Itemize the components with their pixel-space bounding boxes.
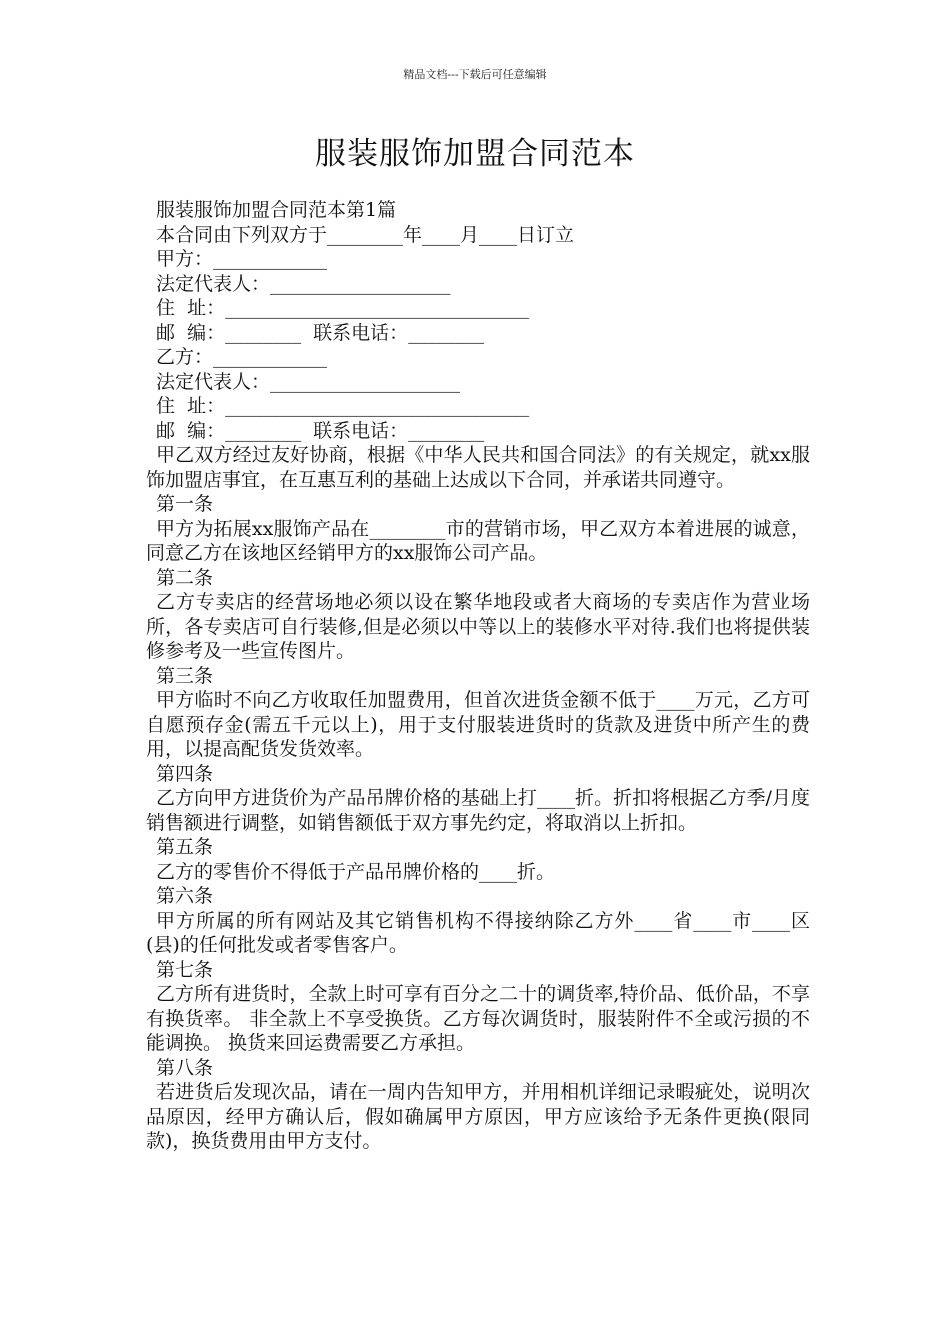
article-paragraph: 乙方向甲方进货价为产品吊牌价格的基础上打____折。折扣将根据乙方季/月度销售额进行调整，如销售额低于双方事先约定，将取消以上折扣。 bbox=[146, 787, 810, 834]
document-body bbox=[146, 198, 810, 1154]
article-heading: 第五条 bbox=[156, 836, 214, 858]
article-heading: 第七条 bbox=[156, 958, 214, 981]
intro-line: 服装服饰加盟合同范本第1篇 bbox=[156, 199, 397, 221]
party-a-field: 邮 编：________ 联系电话：________ bbox=[156, 321, 485, 344]
article-paragraph: 若进货后发现次品，请在一周内告知甲方，并用相机详细记录暇疵处，说明次品原因，经甲方确认后，假如确属甲方原因，甲方应该给予无条件更换(限同款)，换货费用由甲方支付。 bbox=[146, 1081, 810, 1152]
article-paragraph: 乙方专卖店的经营场地必须以设在繁华地段或者大商场的专卖店作为营业场所，各专卖店可自行装修,但是必须以中等以上的装修水平对待.我们也将提供装修参考及一些宣传图片。 bbox=[146, 591, 810, 662]
party-a-field: 住 址：________________________________ bbox=[156, 297, 530, 319]
preamble-paragraph: 甲乙双方经过友好协商，根据《中华人民共和国合同法》的有关规定，就xx服饰加盟店事宜，在互惠互利的基础上达成以下合同，并承诺共同遵守。 bbox=[146, 444, 810, 491]
article-paragraph: 乙方所有进货时，全款上时可享有百分之二十的调货率,特价品、低价品，不享有换货率。 非全款上不享受换货。乙方每次调货时，服装附件不全或污损的不能调换。 换货来回运费需要乙方承担。 bbox=[146, 983, 810, 1054]
article-heading: 第二条 bbox=[156, 566, 214, 589]
document-title: 服装服饰加盟合同范本 bbox=[315, 136, 635, 172]
article-heading: 第一条 bbox=[156, 493, 214, 515]
article-paragraph: 甲方为拓展xx服饰产品在________市的营销市场，甲乙双方本着进展的诚意，同意乙方在该地区经销甲方的xx服饰公司产品。 bbox=[146, 517, 810, 564]
article-paragraph: 乙方的零售价不得低于产品吊牌价格的____折。 bbox=[156, 860, 556, 883]
party-a-field: 甲方：____________ bbox=[156, 248, 328, 270]
party-b-field: 住 址：________________________________ bbox=[156, 395, 530, 417]
intro-line: 本合同由下列双方于________年____月____日订立 bbox=[156, 223, 575, 246]
article-paragraph: 甲方临时不向乙方收取任加盟费用，但首次进货金额不低于____万元，乙方可自愿预存金(需五千元以上)，用于支付服装进货时的货款及进货中所产生的费用，以提高配货发货效率。 bbox=[146, 689, 810, 760]
article-paragraph: 甲方所属的所有网站及其它销售机构不得接纳除乙方外____省____市____区(县)的任何批发或者零售客户。 bbox=[146, 909, 810, 956]
party-b-field: 法定代表人：____________________ bbox=[156, 370, 461, 393]
article-heading: 第六条 bbox=[156, 885, 214, 907]
party-b-field: 乙方：____________ bbox=[156, 346, 328, 368]
article-heading: 第八条 bbox=[156, 1056, 214, 1079]
article-heading: 第四条 bbox=[156, 762, 214, 785]
party-a-field: 法定代表人：___________________ bbox=[156, 272, 451, 295]
header-note: 精品文档---下载后可任意编辑 bbox=[403, 68, 547, 81]
party-b-field: 邮 编：________ 联系电话：________ bbox=[156, 419, 485, 442]
article-heading: 第三条 bbox=[156, 664, 214, 687]
